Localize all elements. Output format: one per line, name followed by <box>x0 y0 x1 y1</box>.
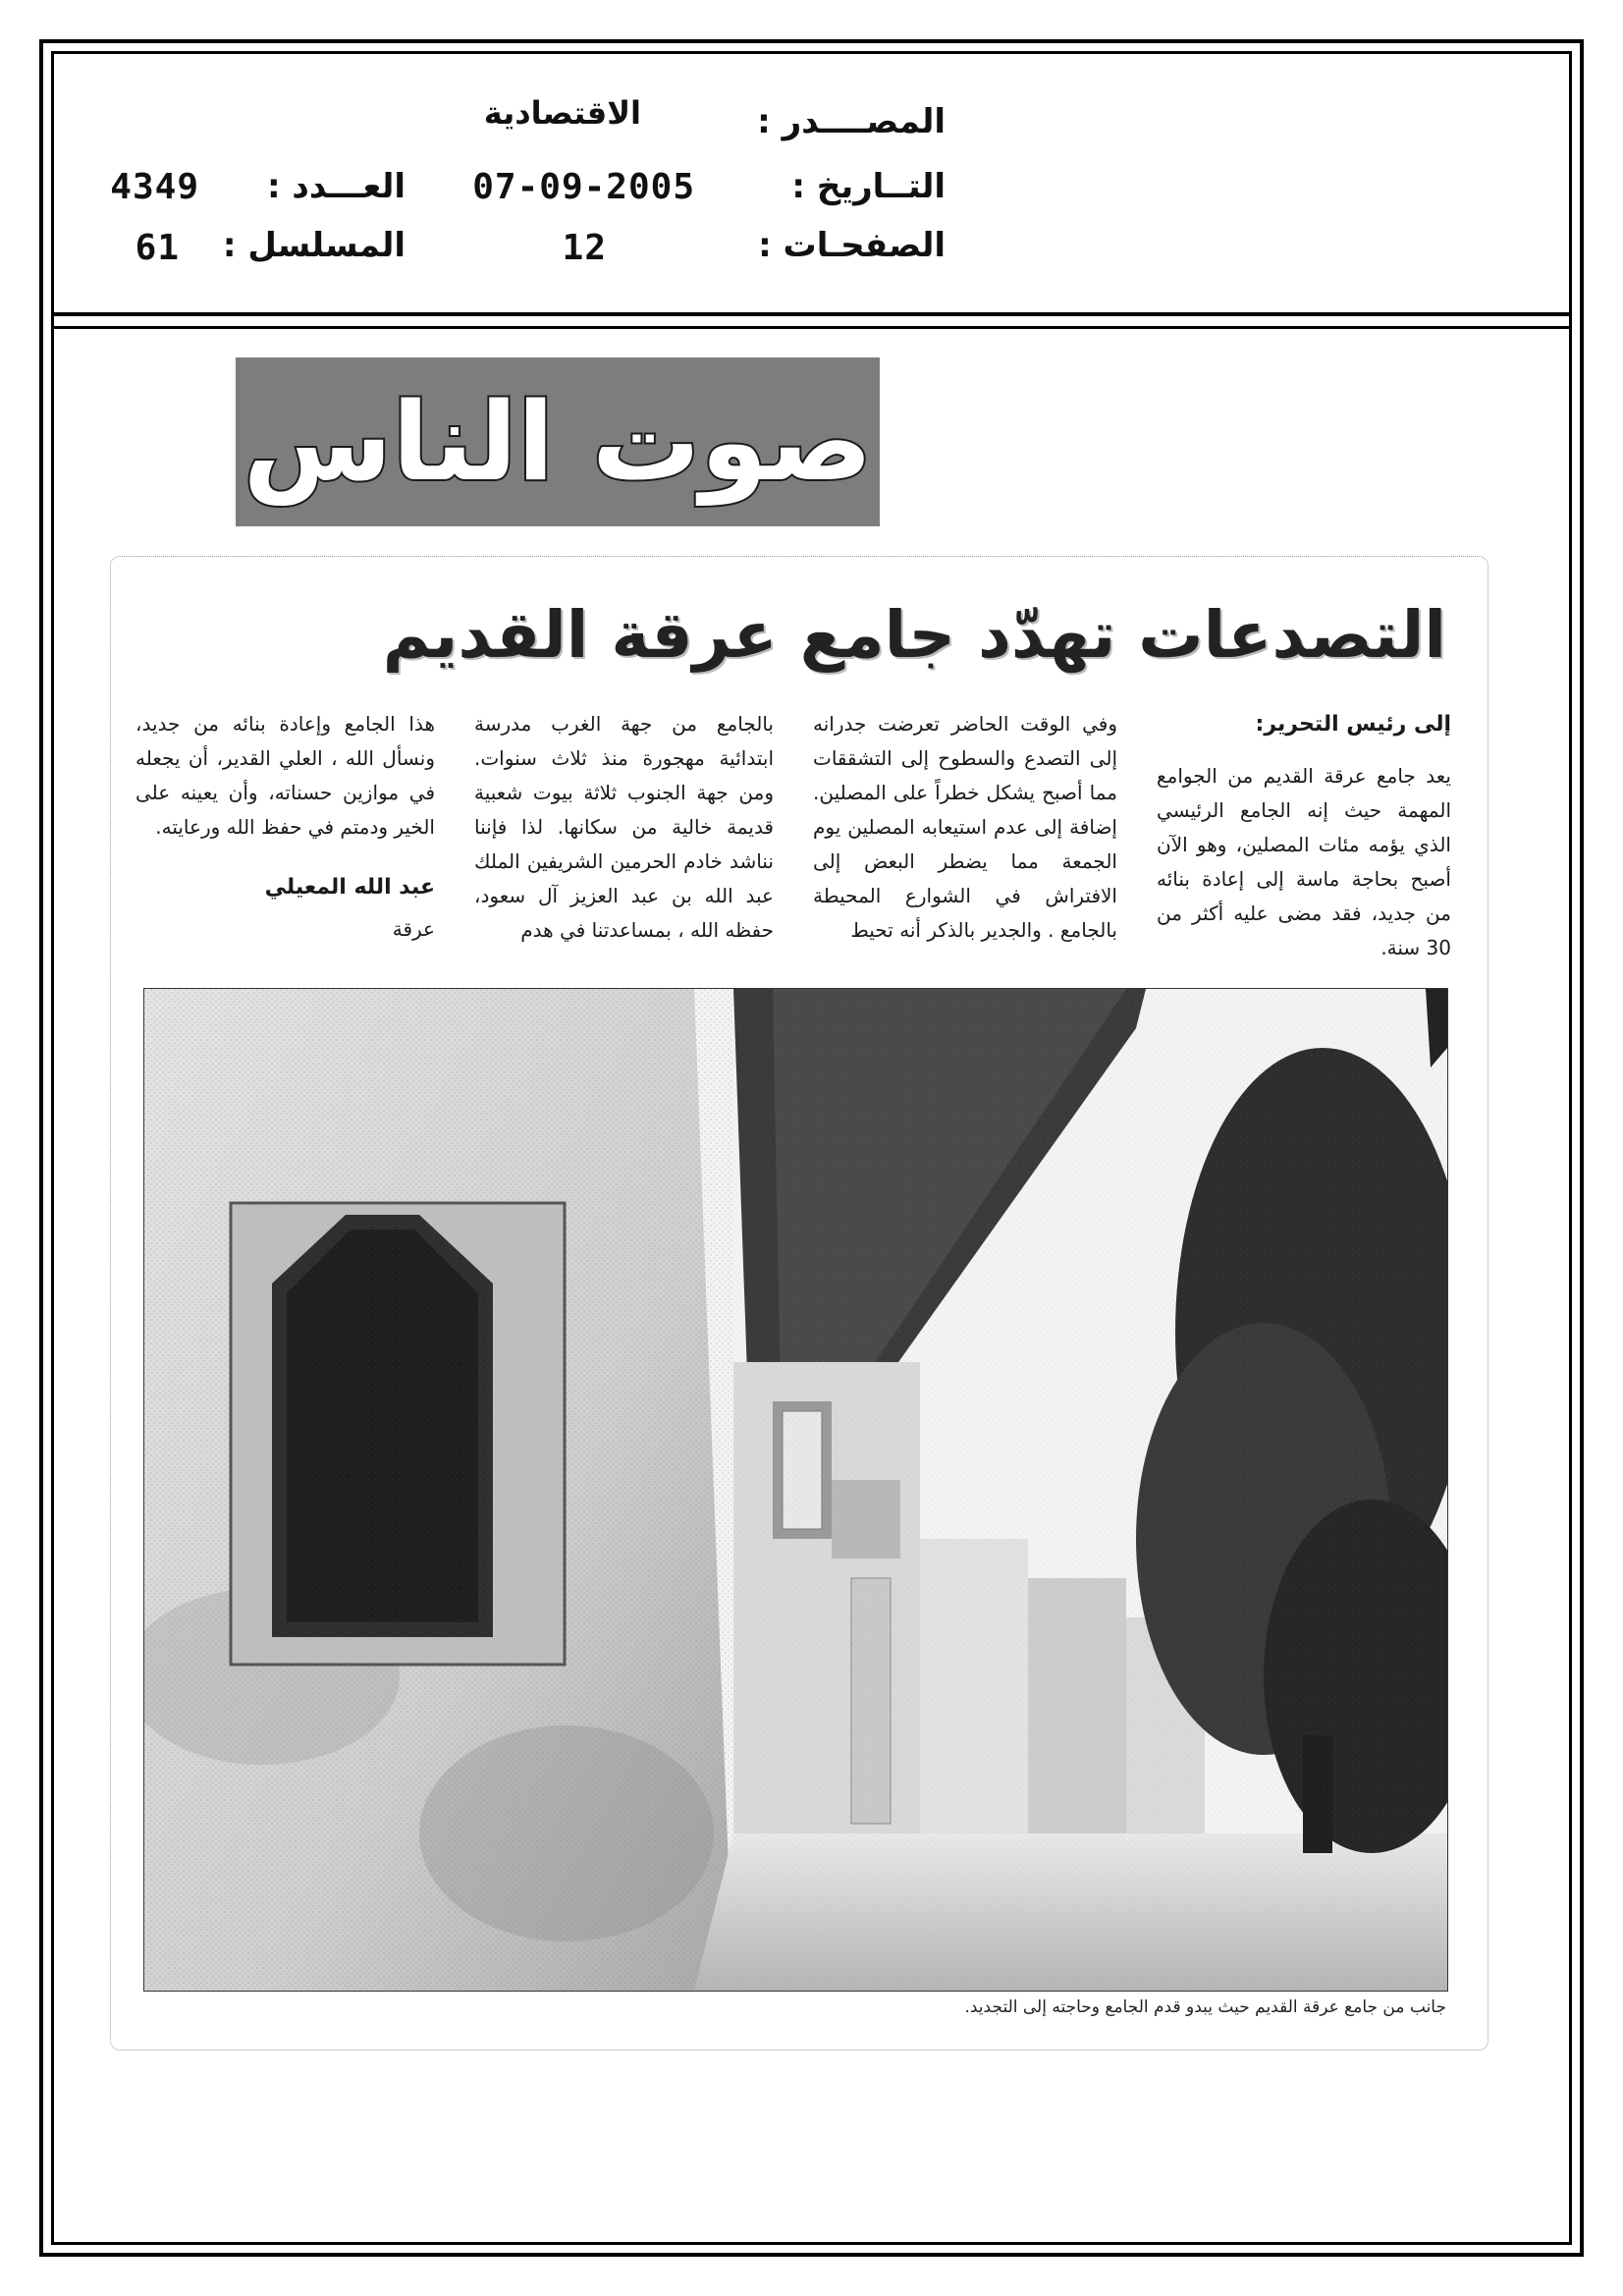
date-label: التــاريخ : <box>791 167 946 206</box>
source-value: الاقتصادية <box>483 94 641 132</box>
date-value: 07-09-2005 <box>472 167 695 207</box>
article-headline: التصدعات تهدّد جامع عرقة القديم <box>382 597 1446 673</box>
article-column-2 <box>813 707 1117 948</box>
section-banner <box>236 357 880 526</box>
source-label: المصــــدر : <box>757 102 946 141</box>
section-banner-title: صوت الناس <box>243 379 873 505</box>
article-col1-text: يعد جامع عرقة القديم من الجوامع المهمة حيث إنه الجامع الرئيسي الذي يؤمه مئات المصلين، وهو الآن أصبح بحاجة ماسة إلى إعادة بنائه من جديد، فقد مضى عليه أكثر من 30 سنة. <box>1157 764 1451 959</box>
serial-value: 61 <box>135 228 180 268</box>
article-greeting: إلى رئيس التحرير: <box>1255 712 1451 737</box>
article-col2-text: وفي الوقت الحاضر تعرضت جدرانه إلى التصدع والسطوح إلى التشققات مما أصبح يشكل خطراً على المصلين. إضافة إلى عدم استيعابه المصلين يوم الجمعة مما يضطر البعض إلى الافتراش في الشوارع المحيطة بالجامع . والجدير بالذكر أنه تحيط <box>813 712 1117 942</box>
article-column-4 <box>135 707 435 947</box>
photo-caption: جانب من جامع عرقة القديم حيث يبدو قدم الجامع وحاجته إلى التجديد. <box>964 1997 1446 2017</box>
header-divider-inner <box>51 326 1572 329</box>
issue-label: العـــدد : <box>267 167 406 206</box>
article-col4-text: هذا الجامع وإعادة بنائه من جديد، ونسأل الله ، العلي القدير، أن يجعله في موازين حسناته، وأن يعينه على الخير ودمتم في حفظ الله ورعايته. <box>135 712 435 839</box>
article-signature-place: عرقة <box>392 917 435 941</box>
article-photo <box>143 988 1448 1992</box>
article-col3-text: بالجامع من جهة الغرب مدرسة ابتدائية مهجورة منذ ثلاث سنوات. ومن جهة الجنوب ثلاثة بيوت شعبية قديمة خالية من سكانها. لذا فإننا نناشد خادم الحرمين الشريفين الملك عبد الله بن عبد العزيز آل سعود، حفظه الله ، بمساعدتنا في هدم <box>474 712 774 942</box>
pages-label: الصفحـات : <box>758 226 946 265</box>
pages-value: 12 <box>562 228 607 268</box>
article-column-3 <box>474 707 774 948</box>
article-column-1 <box>1157 707 1451 965</box>
header-divider <box>51 312 1572 316</box>
issue-value: 4349 <box>110 167 199 207</box>
serial-label: المسلسل : <box>222 226 406 265</box>
article-signature: عبد الله المعيلي <box>264 875 435 900</box>
